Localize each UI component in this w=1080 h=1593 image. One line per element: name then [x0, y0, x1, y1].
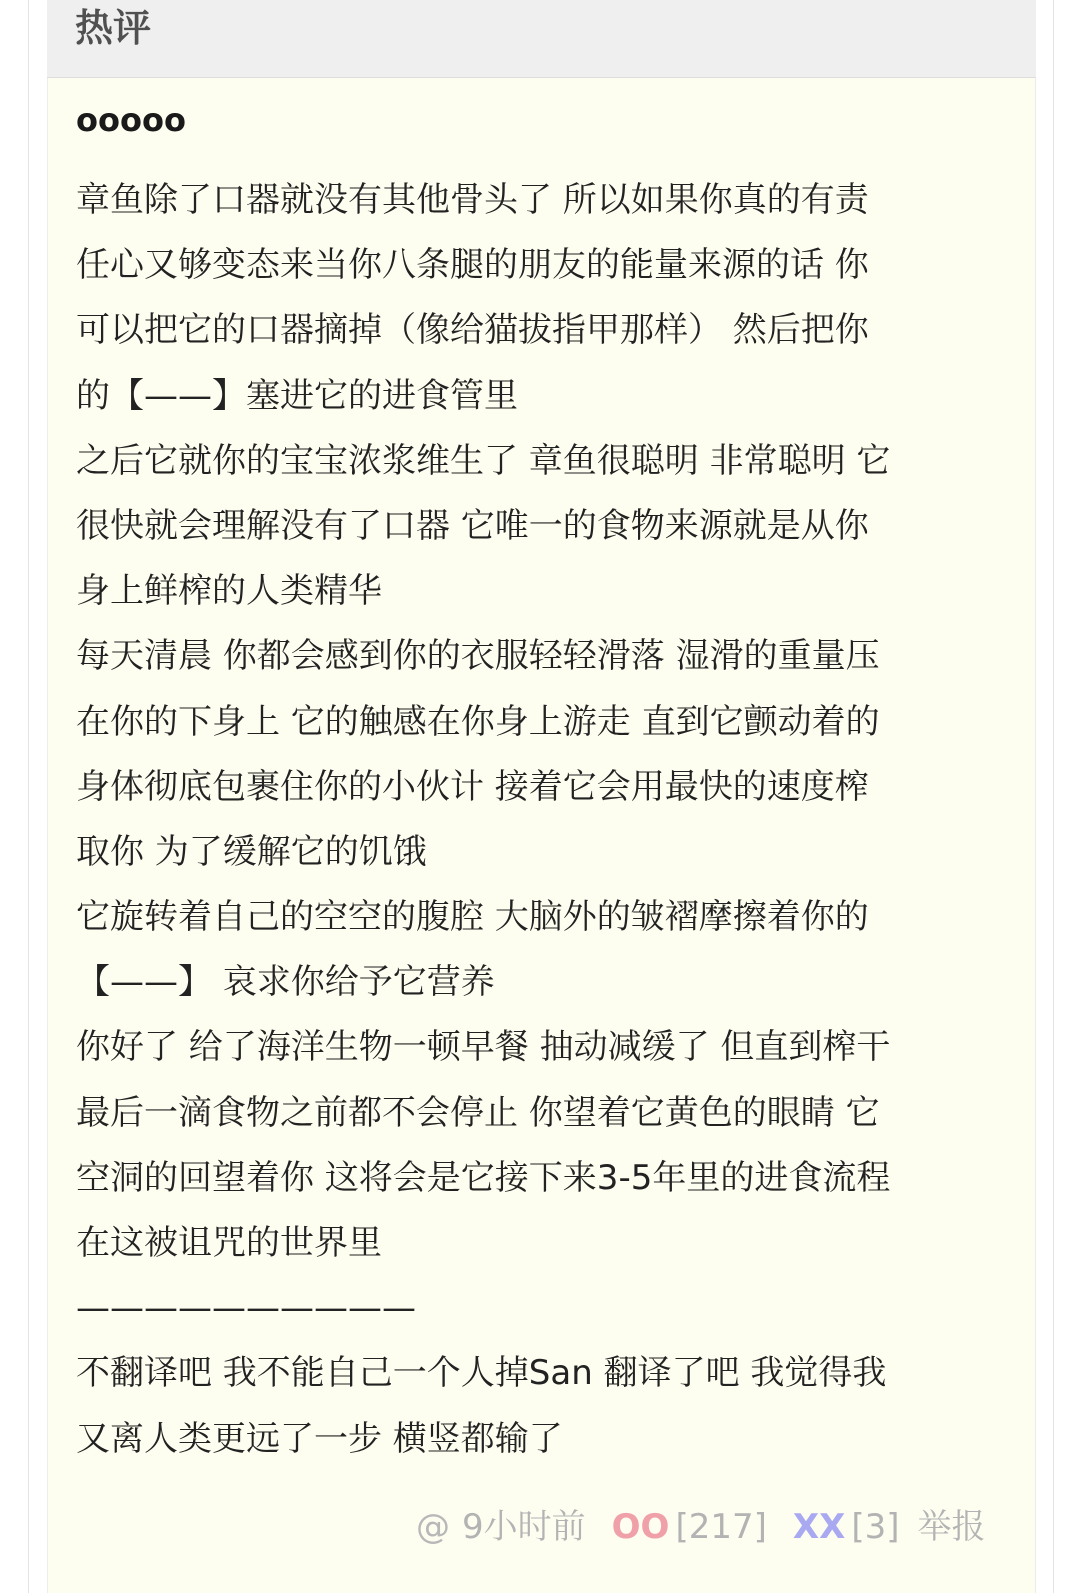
comment-line: 很快就会理解没有了口器 它唯一的食物来源就是从你	[76, 505, 869, 546]
upvote-button[interactable]: OO	[611, 1507, 670, 1547]
comment-line: 身体彻底包裹住你的小伙计 接着它会用最快的速度榨	[76, 766, 869, 807]
downvote-count: [3]	[851, 1507, 900, 1547]
comment-line: 章鱼除了口器就没有其他骨头了 所以如果你真的有责	[76, 180, 869, 220]
left-border	[28, 0, 29, 1593]
comment-line: 【——】 哀求你给予它营养	[76, 962, 495, 1003]
downvote-button[interactable]: XX	[792, 1507, 846, 1547]
comment-line: 可以把它的口器摘掉（像给猫拔指甲那样） 然后把你	[76, 310, 869, 351]
post-time: 9小时前	[462, 1507, 586, 1547]
section-title: 热评	[75, 6, 152, 50]
comment-line: 在你的下身上 它的触感在你身上游走 直到它颤动着的	[76, 701, 880, 742]
comment-line: 取你 为了缓解它的饥饿	[76, 831, 427, 872]
comment-line: 身上鲜榨的人类精华	[76, 571, 382, 612]
comment-card	[47, 78, 1036, 1593]
comment-line: 空洞的回望着你 这将会是它接下来3-5年里的进食流程	[76, 1157, 891, 1198]
comment-line: ——————————	[76, 1288, 416, 1329]
comment-line: 之后它就你的宝宝浓浆维生了 章鱼很聪明 非常聪明 它	[76, 440, 891, 481]
comment-line: 每天清晨 你都会感到你的衣服轻轻滑落 湿滑的重量压	[76, 636, 880, 677]
reply-at-link[interactable]: @	[416, 1507, 450, 1547]
comment-body	[76, 168, 996, 1472]
comment-line: 它旋转着自己的空空的腹腔 大脑外的皱褶摩擦着你的	[76, 897, 869, 938]
comment-line: 任心又够变态来当你八条腿的朋友的能量来源的话 你	[76, 245, 869, 286]
comment-author[interactable]: ooooo	[76, 101, 186, 139]
comment-line: 的【——】塞进它的进食管里	[76, 375, 518, 416]
comment-line: 又离人类更远了一步 横竖都输了	[76, 1418, 563, 1459]
comment-line: 不翻译吧 我不能自己一个人掉San 翻译了吧 我觉得我	[76, 1353, 887, 1394]
section-header	[47, 0, 1036, 78]
comment-line: 你好了 给了海洋生物一顿早餐 抽动减缓了 但直到榨干	[76, 1027, 891, 1068]
comment-footer	[416, 1502, 986, 1552]
upvote-count: [217]	[675, 1507, 767, 1547]
comment-line: 在这被诅咒的世界里	[76, 1223, 382, 1263]
comment-line: 最后一滴食物之前都不会停止 你望着它黄色的眼睛 它	[76, 1092, 880, 1133]
right-border	[1053, 0, 1054, 1593]
report-link[interactable]: 举报	[917, 1507, 986, 1547]
